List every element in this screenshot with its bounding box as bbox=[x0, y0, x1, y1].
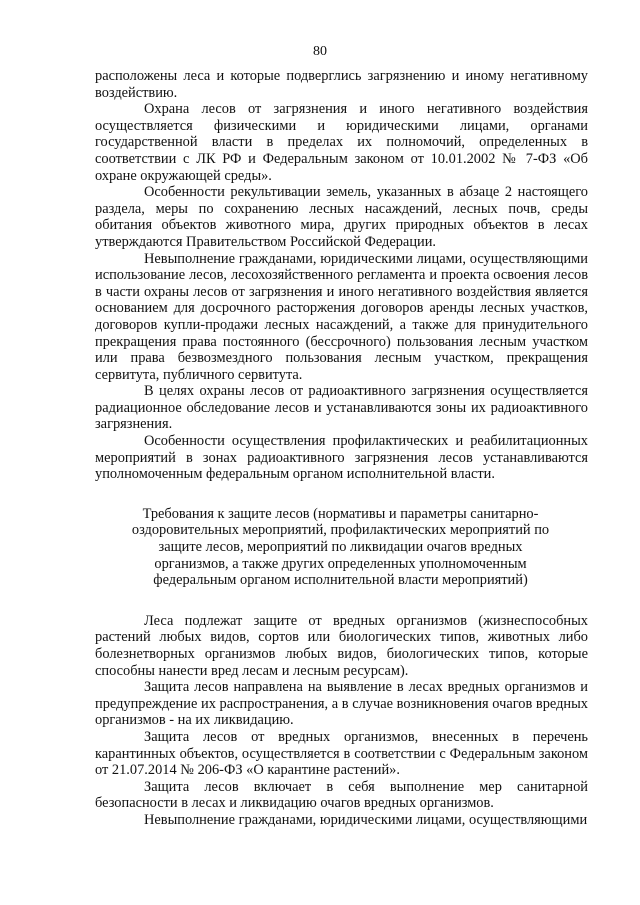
paragraphs-top bbox=[95, 68, 588, 483]
paragraph: Особенности рекультивации земель, указанных в абзаце 2 настоящего раздела, меры по сохранению лесных насаждений, лесных почв, среды обитания объектов животного мира, других природных объектов в лесах утверждаются Правительством Российской Федерации. bbox=[95, 184, 588, 250]
paragraph: Леса подлежат защите от вредных организмов (жизнеспособных растений любых видов, сортов или биологических типов, животных либо болезнетворных организмов любых видов, биологических типов, которые способны нанести вред лесам и лесным ресурсам). bbox=[95, 612, 588, 679]
paragraph: Защита лесов включает в себя выполнение мер санитарной безопасности в лесах и ликвидацию очагов вредных организмов. bbox=[95, 778, 588, 812]
paragraph: Охрана лесов от загрязнения и иного негативного воздействия осуществляется физическими и юридическими лицами, органами государственной власти в пределах их полномочий, определенных в соответствии с ЛК РФ и Федеральным законом от 10.01.2002 № 7-ФЗ «Об охране окружающей среды». bbox=[95, 101, 588, 184]
page-content bbox=[95, 68, 588, 829]
paragraph: Невыполнение гражданами, юридическими лицами, осуществляющими использование лесов, лесохозяйственного регламента и проекта освоения лесов в части охраны лесов от загрязнения и иного негативного воздействия является основанием для досрочного расторжения договоров аренды лесных участков, договоров купли-продажи лесных насаждений, а также для принудительного прекращения права постоянного (бессрочного) пользования лесным участком или права безвозмездного пользования лесным участком, прекращения сервитута, публичного сервитута. bbox=[95, 250, 588, 383]
section-heading: Требования к защите лесов (нормативы и параметры санитарно-оздоровительных мероприятий, профилактических мероприятий по защите лесов, мероприятий по ликвидации очагов вредных организмов, а также других определенных уполномоченным федеральным органом исполнительной власти мероприятий) bbox=[131, 505, 550, 589]
paragraph: Особенности осуществления профилактических и реабилитационных мероприятий в зонах радиоактивного загрязнения лесов устанавливаются уполномоченным федеральным органом исполнительной власти. bbox=[95, 433, 588, 483]
paragraph: Защита лесов от вредных организмов, внесенных в перечень карантинных объектов, осуществляется в соответствии с Федеральным законом от 21.07.2014 № 206-ФЗ «О карантине растений». bbox=[95, 728, 588, 779]
page-number: 80 bbox=[313, 44, 327, 59]
paragraph: В целях охраны лесов от радиоактивного загрязнения осуществляется радиационное обследование лесов и устанавливаются зоны их радиоактивного загрязнения. bbox=[95, 383, 588, 433]
paragraph: Невыполнение гражданами, юридическими лицами, осуществляющими bbox=[144, 811, 588, 828]
paragraph: Защита лесов направлена на выявление в лесах вредных организмов и предупреждение их распространения, а в случае возникновения очагов вредных организмов - на их ликвидацию. bbox=[95, 679, 588, 729]
paragraphs-bottom bbox=[95, 613, 588, 829]
paragraph: расположены леса и которые подверглись загрязнению и иному негативному воздействию. bbox=[95, 68, 588, 101]
